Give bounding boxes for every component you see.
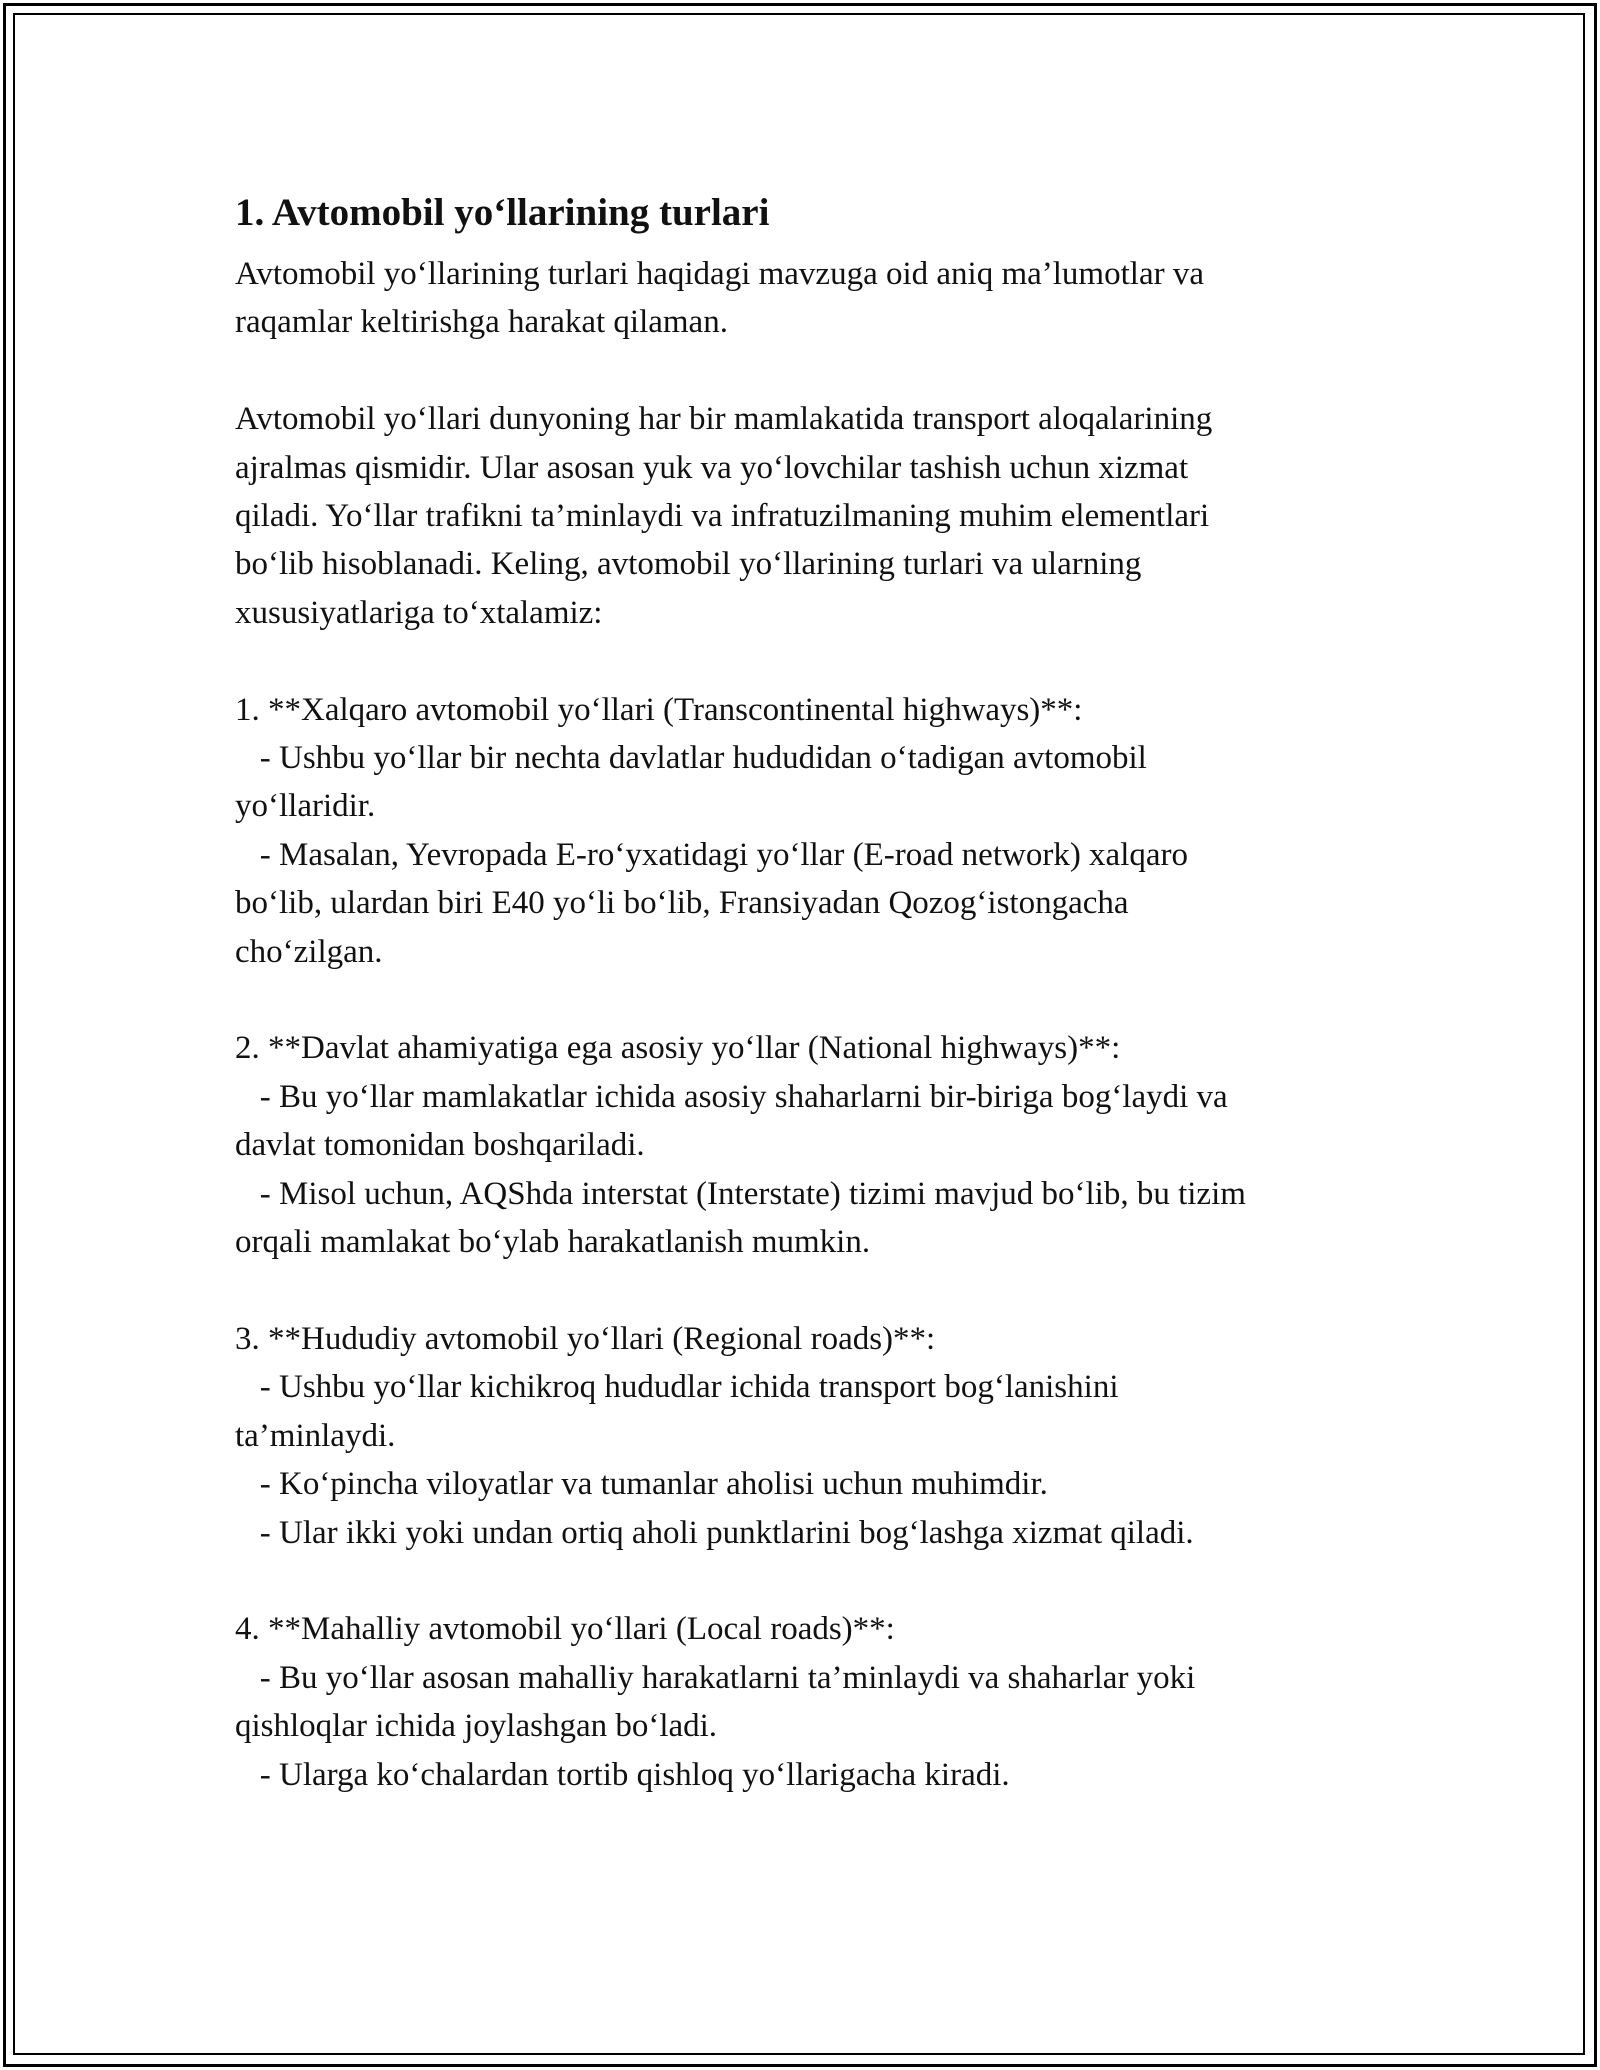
list-item: - Ushbu yo‘llar kichikroq hududlar ichida transport bog‘lanishini ta’minlaydi. bbox=[235, 1369, 1119, 1454]
list-item: - Ularga ko‘chalardan tortib qishloq yo‘llarigacha kiradi. bbox=[235, 1756, 1010, 1793]
intro-paragraph: Avtomobil yo‘llarining turlari haqidagi mavzuga oid aniq ma’lumotlar va raqamlar keltirishga harakat qilaman. bbox=[235, 256, 1204, 341]
section-heading: 1. **Xalqaro avtomobil yo‘llari (Transcontinental highways)**: bbox=[235, 691, 1083, 728]
section-transcontinental bbox=[235, 686, 1375, 976]
list-item: - Ular ikki yoki undan ortiq aholi punktlarini bog‘lashga xizmat qiladi. bbox=[235, 1514, 1194, 1551]
list-item: - Bu yo‘llar asosan mahalliy harakatlarni ta’minlaydi va shaharlar yoki qishloqlar ichida joylashgan bo‘ladi. bbox=[235, 1659, 1196, 1745]
paragraph-gap bbox=[235, 976, 1375, 1024]
list-item: - Masalan, Yevropada E-ro‘yxatidagi yo‘llar (E-road network) xalqaro bo‘lib, ulardan biri E40 yo‘li bo‘lib, Fransiyadan Qozog‘istongacha cho‘zilgan. bbox=[235, 836, 1189, 970]
section-heading: 3. **Hududiy avtomobil yo‘llari (Regional roads)**: bbox=[235, 1320, 936, 1357]
paragraph-gap bbox=[235, 347, 1375, 395]
list-item: - Ko‘pincha viloyatlar va tumanlar aholisi uchun muhimdir. bbox=[235, 1466, 1048, 1503]
overview-paragraph: Avtomobil yo‘llari dunyoning har bir mamlakatida transport aloqalarining ajralmas qismidir. Ular asosan yuk va yo‘lovchilar tashish uchun xizmat qiladi. Yo‘llar trafikni ta’minlaydi va infratuzilmaning muhim elementlari bo‘lib hisoblanadi. Keling, avtomobil yo‘llarining turlari va ularning xususiyatlariga to‘xtalamiz: bbox=[235, 401, 1213, 631]
section-heading: 2. **Davlat ahamiyatiga ega asosiy yo‘llar (National highways)**: bbox=[235, 1030, 1121, 1067]
section-local bbox=[235, 1605, 1375, 1799]
paragraph-gap bbox=[235, 637, 1375, 685]
section-regional bbox=[235, 1315, 1375, 1557]
document-title: 1. Avtomobil yo‘llarining turlari bbox=[235, 191, 770, 234]
paragraph-gap bbox=[235, 1557, 1375, 1605]
list-item: - Bu yo‘llar mamlakatlar ichida asosiy shaharlarni bir-biriga bog‘laydi va davlat tomonidan boshqariladi. bbox=[235, 1078, 1228, 1164]
document-body bbox=[235, 180, 1375, 1799]
list-item: - Ushbu yo‘llar bir nechta davlatlar hududidan o‘tadigan avtomobil yo‘llaridir. bbox=[235, 740, 1147, 825]
list-item: - Misol uchun, AQShda interstat (Interstate) tizimi mavjud bo‘lib, bu tizim orqali mamlakat bo‘ylab harakatlanish mumkin. bbox=[235, 1175, 1246, 1261]
section-national bbox=[235, 1024, 1375, 1266]
paragraph-gap bbox=[235, 1266, 1375, 1314]
section-heading: 4. **Mahalliy avtomobil yo‘llari (Local roads)**: bbox=[235, 1611, 895, 1648]
